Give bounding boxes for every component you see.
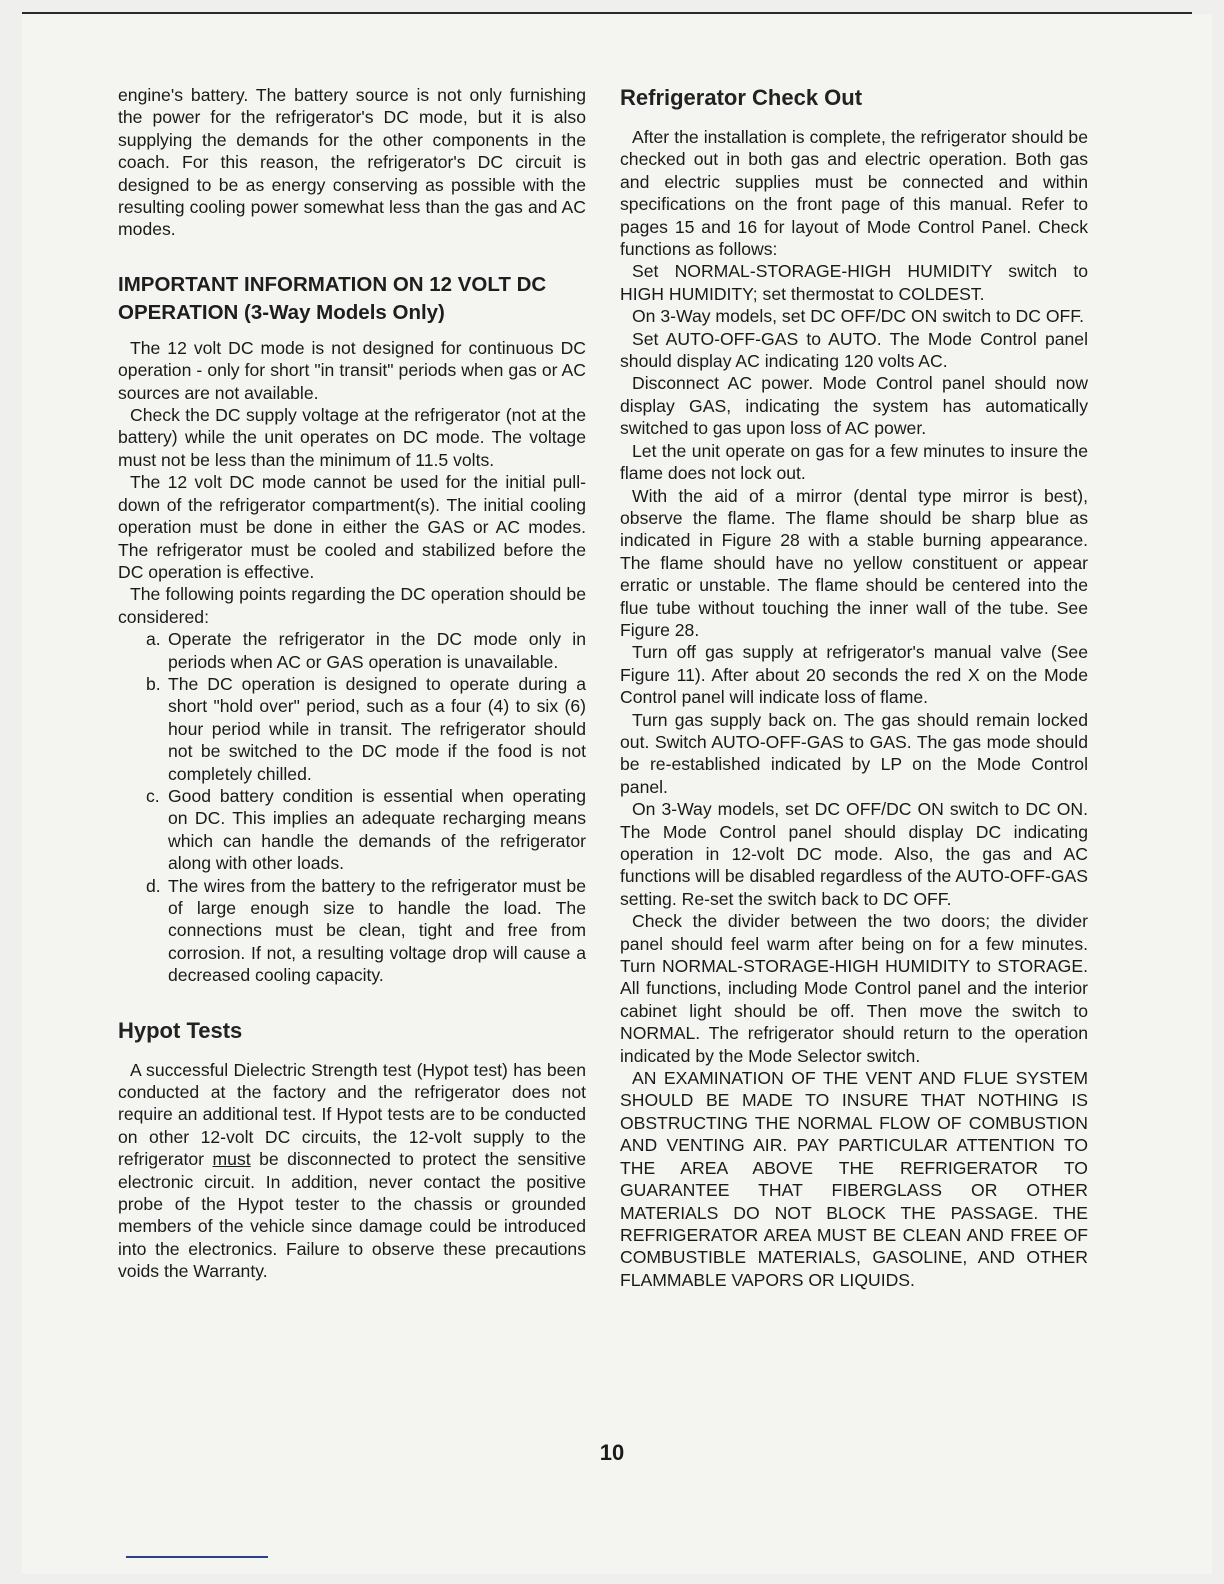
- list-item: [118, 875, 586, 987]
- check-out-paragraph: With the aid of a mirror (dental type mirror is best), observe the flame. The flame should be sharp blue as indicated in Figure 28 with a stable burning appearance. The flame should have no yellow constituent or appear erratic or unstable. The flame should be centered into the flue tube without touching the inner wall of the tube. See Figure 28.: [620, 485, 1088, 640]
- dc-considerations-list: [118, 628, 586, 987]
- intro-paragraph: engine's battery. The battery source is not only furnishing the power for the refrigerator's DC mode, but it is also supplying the demands for the other components in the coach. For this reason, the refrigerator's DC circuit is designed to be as energy conserving as possible with the resulting cooling power somewhat less than the gas and AC modes.: [118, 85, 586, 240]
- check-out-paragraph: Check the divider between the two doors; the divider panel should feel warm after being on for a few minutes. Turn NORMAL-STORAGE-HIGH HUMIDITY to STORAGE. All functions, including Mode Control panel and the interior cabinet light should be off. Then move the switch to NORMAL. The refrigerator should return to the operation indicated by the Mode Selector switch.: [620, 911, 1088, 1066]
- page-number: 10: [599, 1440, 625, 1465]
- list-item-text: The wires from the battery to the refrigerator must be of large enough size to handle the load. The connections must be clean, tight and free from corrosion. If not, a resulting voltage drop will cause a decreased cooling capacity.: [168, 875, 586, 986]
- hypot-paragraph: [118, 1059, 586, 1283]
- hypot-underlined-word: must: [212, 1149, 251, 1170]
- dc-operation-heading: IMPORTANT INFORMATION ON 12 VOLT DC OPERATION (3-Way Models Only): [118, 272, 547, 324]
- hypot-tests-heading: Hypot Tests: [118, 1017, 243, 1043]
- list-marker: c.: [146, 785, 160, 806]
- check-out-paragraph: Set NORMAL-STORAGE-HIGH HUMIDITY switch to HIGH HUMIDITY; set thermostat to COLDEST.: [620, 261, 1088, 304]
- hypot-text-start: A successful Dielectric Strength test (Hypot test) has been conducted at the factory and the refrigerator does not require an additional test. If Hypot tests are to be conducted on other 12-volt DC circuits, the 12-volt supply to the refrigerator: [118, 1059, 586, 1170]
- check-out-paragraph: Let the unit operate on gas for a few minutes to insure the flame does not lock out.: [620, 440, 1088, 484]
- check-out-paragraph: Turn gas supply back on. The gas should remain locked out. Switch AUTO-OFF-GAS to GAS. The gas mode should be re-established indicated by LP on the Mode Control panel.: [620, 709, 1088, 797]
- dc-paragraph: The following points regarding the DC operation should be considered:: [118, 584, 586, 627]
- left-column: [118, 84, 586, 1283]
- check-out-paragraph: Set AUTO-OFF-GAS to AUTO. The Mode Control panel should display AC indicating 120 volts AC.: [620, 328, 1088, 372]
- check-out-heading: Refrigerator Check Out: [620, 85, 863, 110]
- list-marker: a.: [146, 629, 161, 650]
- top-rule: [22, 12, 1192, 14]
- dc-paragraph: The 12 volt DC mode cannot be used for the initial pull-down of the refrigerator compartment(s). The initial cooling operation must be done in either the GAS or AC modes. The refrigerator must be cooled and stabilized before the DC operation is effective.: [118, 472, 586, 582]
- list-marker: d.: [146, 875, 161, 896]
- list-marker: b.: [146, 673, 161, 694]
- hypot-text-end: be disconnected to protect the sensitive electronic circuit. In addition, never contact the positive probe of the Hypot tester to the chassis or grounded members of the vehicle since damage could be introduced into the electronics. Failure to observe these precautions voids the Warranty.: [118, 1149, 586, 1282]
- dc-paragraph: Check the DC supply voltage at the refrigerator (not at the battery) while the unit operates on DC mode. The voltage must not be less than the minimum of 11.5 volts.: [118, 405, 586, 470]
- check-out-paragraph: After the installation is complete, the refrigerator should be checked out in both gas and electric operation. Both gas and electric supplies must be connected and within specifications on the front page of this manual. Refer to pages 15 and 16 for layout of Mode Control Panel. Check functions as follows:: [620, 127, 1088, 260]
- list-item: [118, 628, 586, 673]
- warning-paragraph: AN EXAMINATION OF THE VENT AND FLUE SYSTEM SHOULD BE MADE TO INSURE THAT NOTHING IS OBSTRUCTING THE NORMAL FLOW OF COMBUSTION AND VENTING AIR. PAY PARTICULAR ATTENTION TO THE AREA ABOVE THE REFRIGERATOR TO GUARANTEE THAT FIBERGLASS OR OTHER MATERIALS DO NOT BLOCK THE PASSAGE. THE REFRIGERATOR AREA MUST BE CLEAN AND FREE OF COMBUSTIBLE MATERIALS, GASOLINE, AND OTHER FLAMMABLE VAPORS OR LIQUIDS.: [620, 1068, 1088, 1290]
- check-out-paragraph: Disconnect AC power. Mode Control panel should now display GAS, indicating the system has automatically switched to gas upon loss of AC power.: [620, 373, 1088, 439]
- list-item-text: Good battery condition is essential when operating on DC. This implies an adequate recharging means which can handle the demands of the refrigerator along with other loads.: [168, 785, 586, 874]
- right-column: [620, 84, 1088, 1291]
- check-out-paragraph: On 3-Way models, set DC OFF/DC ON switch to DC OFF.: [632, 306, 1084, 327]
- list-item: [118, 785, 586, 875]
- dc-paragraph: The 12 volt DC mode is not designed for continuous DC operation - only for short "in transit" periods when gas or AC sources are not available.: [118, 337, 586, 403]
- list-item-text: Operate the refrigerator in the DC mode only in periods when AC or GAS operation is unavailable.: [168, 629, 586, 672]
- check-out-paragraph: On 3-Way models, set DC OFF/DC ON switch to DC ON. The Mode Control panel should display DC indicating operation in 12-volt DC mode. Also, the gas and AC functions will be disabled regardless of the AUTO-OFF-GAS setting. Re-set the switch back to DC OFF.: [620, 799, 1088, 909]
- bottom-rule: [126, 1556, 268, 1558]
- list-item-text: The DC operation is designed to operate during a short "hold over" period, such as a four (4) to six (6) hour period while in transit. The refrigerator should not be switched to the DC mode if the food is not completely chilled.: [168, 673, 586, 784]
- check-out-paragraph: Turn off gas supply at refrigerator's manual valve (See Figure 11). After about 20 seconds the red X on the Mode Control panel will indicate loss of flame.: [620, 642, 1088, 708]
- list-item: [118, 673, 586, 785]
